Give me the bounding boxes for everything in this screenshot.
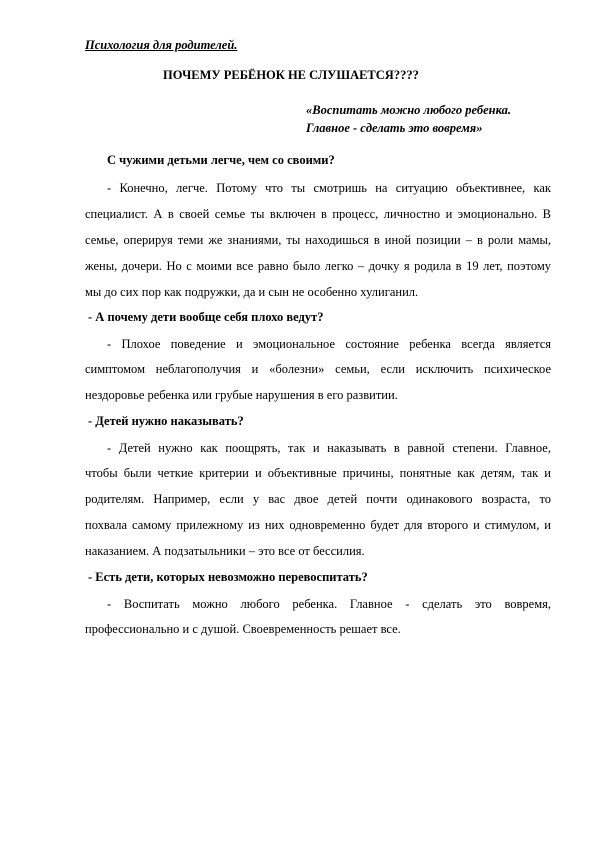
epigraph-line-1: «Воспитать можно любого ребенка. [306,103,511,117]
answer-2-line: - Плохое поведение и эмоциональное состояние ребенка всегда является [107,337,551,351]
answer-4-line: - Воспитать можно любого ребенка. Главное - сделать это вовремя, [107,597,551,611]
question-2: - А почему дети вообще себя плохо ведут? [88,310,324,324]
answer-1-line: мы до сих пор как подружки, да и сын не особенно хулиганил. [85,285,419,299]
answer-3-line: родителям. Например, если у вас двое детей почти одинакового возраста, то [85,492,551,506]
answer-3-line: - Детей нужно как поощрять, так и наказывать в равной степени. Главное, [107,441,551,455]
question-3: - Детей нужно наказывать? [88,414,244,428]
answer-4-line: профессионально и с душой. Своевременность решает все. [85,622,401,636]
question-4: - Есть дети, которых невозможно перевоспитать? [88,570,368,584]
page-title: ПОЧЕМУ РЕБЁНОК НЕ СЛУШАЕТСЯ???? [163,68,419,82]
answer-3-line: наказанием. А подзатыльники – это все от бессилия. [85,544,365,558]
question-1: С чужими детьми легче, чем со своими? [107,153,335,167]
answer-1-line: жены, дочери. Но с моими все равно было легко – дочку я родила в 19 лет, поэтому [85,259,551,273]
answer-1-line: семье, оперируя теми же знаниями, ты находишься в иной позиции – в роли мамы, [85,233,551,247]
epigraph-line-2: Главное - сделать это вовремя» [306,121,483,135]
answer-3-line: похвала самому прилежному из них одновременно будет для второго и стимулом, и [85,518,551,532]
answer-2-line: симптомом неблагополучия и «болезни» семьи, если исключить психическое [85,362,551,376]
answer-2-line: нездоровье ребенка или грубые нарушения в его развитии. [85,388,398,402]
answer-3-line: чтобы были четкие критерии и объективные причины, понятные как детям, так и [85,466,551,480]
answer-1-line: специалист. А в своей семье ты включен в процесс, личностно и эмоционально. В [85,207,551,221]
rubric-heading: Психология для родителей. [85,38,238,52]
answer-1-line: - Конечно, легче. Потому что ты смотришь на ситуацию объективнее, как [107,181,551,195]
